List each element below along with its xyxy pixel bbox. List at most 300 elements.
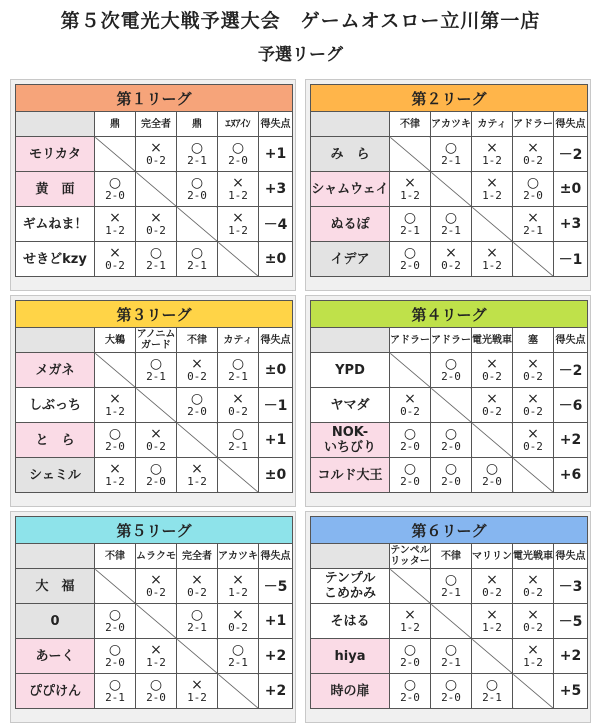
match-result [390,388,431,423]
win-mark: ○ [444,642,458,658]
match-result [513,388,554,423]
match-result [390,639,431,674]
win-mark: ○ [149,245,163,261]
match-result [95,423,136,458]
match-result [431,207,472,242]
player-row [311,674,588,709]
match-score: 2-1 [228,656,248,669]
loss-mark: × [191,356,203,372]
match-result [513,137,554,172]
match-result [390,423,431,458]
match-result [95,674,136,709]
loss-mark: × [109,210,121,226]
player-row [311,137,588,172]
match-score: 2-0 [187,405,207,418]
win-mark: ○ [444,426,458,442]
match-score: 1-2 [228,189,248,202]
match-score: 2-1 [187,259,207,272]
loss-mark: × [232,391,244,407]
self-match-cell [95,137,136,172]
point-difference: －5 [259,569,293,604]
opponent-header: 不律 [177,328,218,353]
page-subtitle: 予選リーグ [258,45,343,65]
self-match-cell [136,388,177,423]
league-title: 第３リーグ [16,301,293,328]
match-score: 2-1 [441,224,461,237]
opponent-header: 塞 [513,328,554,353]
point-difference: +3 [259,172,293,207]
match-result [390,604,431,639]
opponent-header: カティ [218,328,259,353]
point-difference: +2 [554,639,588,674]
player-name: 0 [16,604,95,639]
match-result [136,423,177,458]
match-score: 2-0 [105,621,125,634]
points-header: 得失点 [259,544,293,569]
league-table [15,516,293,709]
loss-mark: × [527,210,539,226]
player-name: イデア [311,242,390,277]
loss-mark: × [191,572,203,588]
point-difference: ±0 [554,172,588,207]
point-difference: －5 [554,604,588,639]
match-score: 2-0 [400,475,420,488]
match-score: 2-0 [146,475,166,488]
opponent-header: アノニム ガード [136,329,176,351]
match-score: 0-2 [187,586,207,599]
loss-mark: × [404,607,416,623]
loss-mark: × [527,642,539,658]
match-score: 2-0 [400,691,420,704]
league-panel-1 [10,79,296,291]
player-row [16,353,293,388]
loss-mark: × [527,356,539,372]
player-name: ギムねま！ [16,207,95,242]
match-score: 2-1 [187,154,207,167]
loss-mark: × [150,642,162,658]
match-score: 1-2 [228,224,248,237]
loss-mark: × [404,175,416,191]
league-table [15,300,293,493]
match-score: 2-1 [146,259,166,272]
player-name: ぴぴけん [16,674,95,709]
league-panel-3 [10,295,296,507]
win-mark: ○ [231,356,245,372]
match-result [472,137,513,172]
match-result [472,569,513,604]
player-row [311,569,588,604]
player-row [16,674,293,709]
league-title: 第６リーグ [311,517,588,544]
match-score: 2-1 [228,370,248,383]
match-score: 0-2 [187,370,207,383]
player-row [16,604,293,639]
match-score: 2-1 [482,691,502,704]
loss-mark: × [150,140,162,156]
match-result [136,207,177,242]
league-title: 第２リーグ [311,85,588,112]
match-result [136,639,177,674]
win-mark: ○ [444,140,458,156]
win-mark: ○ [403,210,417,226]
win-mark: ○ [190,245,204,261]
match-result [472,458,513,493]
match-result [136,569,177,604]
loss-mark: × [232,210,244,226]
player-row [16,242,293,277]
match-score: 1-2 [482,189,502,202]
match-result [431,674,472,709]
match-score: 2-1 [441,586,461,599]
match-result [177,569,218,604]
league-panel-5 [10,511,296,723]
match-score: 2-1 [228,440,248,453]
header-corner [16,112,95,137]
league-table [15,84,293,277]
match-result [218,604,259,639]
player-name: せきどkzy [16,242,95,277]
match-result [390,674,431,709]
match-score: 2-1 [146,370,166,383]
point-difference: +6 [554,458,588,493]
match-result [513,604,554,639]
match-result [218,388,259,423]
league-table [310,516,588,709]
player-row [311,207,588,242]
league-panel-4 [305,295,591,507]
match-score: 2-1 [187,621,207,634]
loss-mark: × [486,140,498,156]
opponent-header: 大鵜 [95,328,136,353]
match-result [136,458,177,493]
self-match-cell [136,172,177,207]
loss-mark: × [404,391,416,407]
point-difference: －2 [554,137,588,172]
player-name: と ら [16,423,95,458]
loss-mark: × [232,572,244,588]
player-name: 大 福 [16,569,95,604]
player-row [16,137,293,172]
win-mark: ○ [149,356,163,372]
player-row [16,388,293,423]
match-score: 0-2 [146,586,166,599]
header-corner [311,544,390,569]
win-mark: ○ [444,210,458,226]
match-result [218,569,259,604]
match-result [513,207,554,242]
match-score: 2-1 [105,691,125,704]
point-difference: +2 [259,674,293,709]
self-match-cell [513,458,554,493]
match-score: 2-0 [105,189,125,202]
match-result [177,242,218,277]
loss-mark: × [232,175,244,191]
match-result [218,137,259,172]
match-result [472,674,513,709]
match-result [218,172,259,207]
player-row [311,423,588,458]
player-name: ヤマダ [311,388,390,423]
win-mark: ○ [403,426,417,442]
match-score: 2-0 [400,440,420,453]
match-score: 0-2 [523,440,543,453]
win-mark: ○ [526,175,540,191]
league-panel-6 [305,511,591,723]
opponent-header: アドラー [513,112,554,137]
match-result [472,604,513,639]
match-score: 1-2 [105,475,125,488]
self-match-cell [390,569,431,604]
self-match-cell [218,458,259,493]
loss-mark: × [150,426,162,442]
self-match-cell [177,423,218,458]
match-score: 1-2 [105,405,125,418]
match-result [95,172,136,207]
player-name: 時の扉 [311,674,390,709]
point-difference: －6 [554,388,588,423]
player-name: ぬるぽ [311,207,390,242]
points-header: 得失点 [259,328,293,353]
match-score: 2-1 [441,656,461,669]
opponent-header: カティ [472,112,513,137]
match-score: 0-2 [523,370,543,383]
win-mark: ○ [485,461,499,477]
match-score: 0-2 [523,154,543,167]
match-score: 1-2 [146,656,166,669]
opponent-header: 不律 [95,544,136,569]
player-name: コルド大王 [311,458,390,493]
win-mark: ○ [231,140,245,156]
win-mark: ○ [444,461,458,477]
match-score: 2-1 [400,224,420,237]
win-mark: ○ [403,642,417,658]
match-result [431,458,472,493]
league-title: 第４リーグ [311,301,588,328]
match-score: 0-2 [146,440,166,453]
match-result [513,423,554,458]
match-score: 0-2 [523,586,543,599]
player-row [16,207,293,242]
match-result [431,569,472,604]
match-result [513,569,554,604]
point-difference: +3 [554,207,588,242]
match-score: 0-2 [482,586,502,599]
match-result [177,388,218,423]
win-mark: ○ [149,461,163,477]
player-name: そはる [311,604,390,639]
win-mark: ○ [108,175,122,191]
match-result [472,353,513,388]
player-name: シャムウェイ [311,172,390,207]
match-result [177,674,218,709]
self-match-cell [390,137,431,172]
match-result [177,604,218,639]
opponent-header: 電光戦車 [513,544,554,569]
loss-mark: × [109,245,121,261]
match-score: 2-0 [105,656,125,669]
opponent-header: ｴﾇｱｲﾝ [218,112,259,137]
loss-mark: × [486,607,498,623]
header-corner [311,328,390,353]
loss-mark: × [527,572,539,588]
match-score: 2-0 [400,259,420,272]
self-match-cell [218,242,259,277]
loss-mark: × [486,356,498,372]
player-row [16,639,293,674]
match-score: 1-2 [228,586,248,599]
match-score: 1-2 [482,621,502,634]
self-match-cell [431,388,472,423]
opponent-header: 不律 [431,544,472,569]
point-difference: +2 [259,639,293,674]
win-mark: ○ [444,572,458,588]
points-header: 得失点 [259,112,293,137]
match-score: 0-2 [105,259,125,272]
player-row [311,604,588,639]
player-name: メガネ [16,353,95,388]
league-title: 第１リーグ [16,85,293,112]
match-score: 2-0 [228,154,248,167]
header-corner [16,328,95,353]
self-match-cell [431,604,472,639]
match-score: 1-2 [523,656,543,669]
match-score: 1-2 [187,691,207,704]
point-difference: +1 [259,137,293,172]
player-name: あーく [16,639,95,674]
self-match-cell [95,353,136,388]
loss-mark: × [150,210,162,226]
match-score: 0-2 [146,154,166,167]
match-result [136,242,177,277]
match-score: 2-0 [146,691,166,704]
point-difference: +5 [554,674,588,709]
self-match-cell [177,639,218,674]
player-name: NOK- いちびり [311,423,390,458]
loss-mark: × [486,572,498,588]
page-title: 第５次電光大戦予選大会 ゲームオスロー立川第一店 [60,10,541,32]
points-header: 得失点 [554,544,588,569]
point-difference: +1 [259,604,293,639]
loss-mark: × [109,461,121,477]
header-corner [311,112,390,137]
match-result [177,353,218,388]
match-result [95,388,136,423]
player-row [311,242,588,277]
match-result [136,137,177,172]
loss-mark: × [486,391,498,407]
match-score: 1-2 [400,621,420,634]
point-difference: －1 [259,388,293,423]
match-result [472,242,513,277]
match-result [218,639,259,674]
match-score: 2-0 [482,475,502,488]
win-mark: ○ [231,426,245,442]
loss-mark: × [486,245,498,261]
loss-mark: × [191,677,203,693]
player-name: hiya [311,639,390,674]
league-panel-2 [305,79,591,291]
league-table [310,84,588,277]
match-result [218,423,259,458]
player-name: しぶっち [16,388,95,423]
match-result [95,639,136,674]
loss-mark: × [486,175,498,191]
player-name: モリカタ [16,137,95,172]
match-score: 0-2 [523,405,543,418]
win-mark: ○ [108,607,122,623]
opponent-header: テンペル リッター [390,545,430,567]
point-difference: +2 [554,423,588,458]
player-row [311,353,588,388]
match-result [390,242,431,277]
match-result [431,242,472,277]
loss-mark: × [527,607,539,623]
opponent-header: マリリン [472,544,513,569]
match-score: 0-2 [228,405,248,418]
opponent-header: アドラー [431,328,472,353]
player-row [16,458,293,493]
point-difference: ±0 [259,458,293,493]
point-difference: +1 [259,423,293,458]
loss-mark: × [527,391,539,407]
win-mark: ○ [149,677,163,693]
player-name: テンプル こめかみ [311,569,390,604]
match-result [390,458,431,493]
player-name: YPD [311,353,390,388]
match-result [177,172,218,207]
match-result [513,639,554,674]
win-mark: ○ [108,677,122,693]
win-mark: ○ [403,245,417,261]
match-result [390,207,431,242]
match-score: 2-0 [523,189,543,202]
match-result [95,604,136,639]
match-result [177,137,218,172]
opponent-header: 不律 [390,112,431,137]
win-mark: ○ [190,175,204,191]
self-match-cell [513,674,554,709]
point-difference: －4 [259,207,293,242]
loss-mark: × [109,391,121,407]
self-match-cell [136,604,177,639]
win-mark: ○ [190,607,204,623]
match-score: 2-0 [441,475,461,488]
match-result [431,137,472,172]
match-result [513,353,554,388]
match-score: 0-2 [228,621,248,634]
match-result [431,353,472,388]
player-row [16,423,293,458]
match-score: 0-2 [482,370,502,383]
win-mark: ○ [108,426,122,442]
match-result [218,353,259,388]
opponent-header: 完全者 [136,112,177,137]
match-result [472,172,513,207]
opponent-header: 完全者 [177,544,218,569]
points-header: 得失点 [554,328,588,353]
player-row [311,639,588,674]
opponent-header: ムラクモ [136,544,177,569]
match-result [95,458,136,493]
opponent-header: 電光戦車 [472,328,513,353]
opponent-header: 鼎 [177,112,218,137]
win-mark: ○ [485,677,499,693]
match-result [513,172,554,207]
header-corner [16,544,95,569]
match-score: 2-1 [523,224,543,237]
win-mark: ○ [444,677,458,693]
player-name: み ら [311,137,390,172]
